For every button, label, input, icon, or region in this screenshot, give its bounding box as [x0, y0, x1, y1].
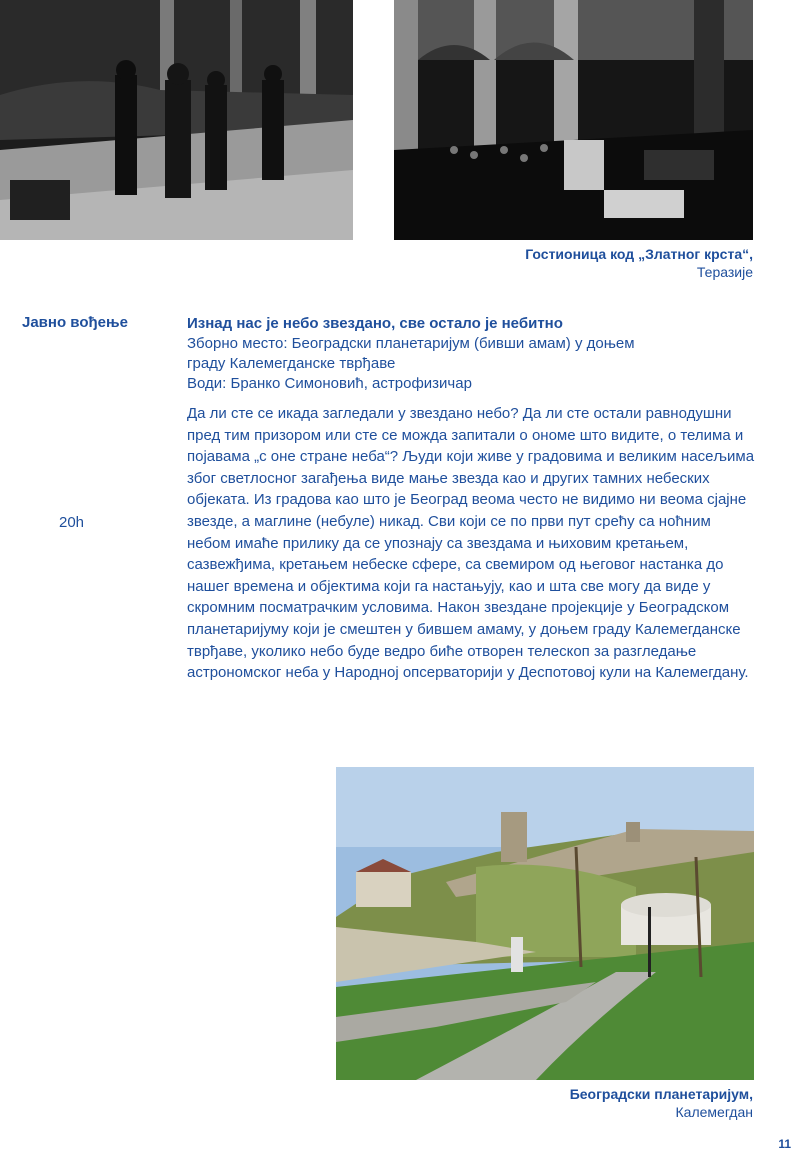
concert-photo-left [0, 0, 353, 240]
caption-subtitle: Калемегдан [675, 1104, 753, 1120]
concert-photo-right [394, 0, 753, 240]
meeting-place-line2: граду Калемегданске тврђаве [187, 355, 396, 372]
bottom-photo-caption [570, 1085, 753, 1121]
top-photo-caption [525, 245, 753, 281]
caption-subtitle: Теразије [696, 264, 753, 280]
meeting-place-line1: Зборно место: Београдски планетаријум (бивши амам) у доњем [187, 335, 635, 352]
event-description: Да ли сте се икада загледали у звездано небо? Да ли сте остали равнодушни пред тим призором или сте се можда запитали о ономе што видите, о телима и појавама „с оне стране неба“? Људи који живе у градовима и великим насељима због светлосног загађења виде мање звезда као и других тамних небеских објеката. Из градова као што је Београд веома често не видимо ни веома сјајне звезде, а маглине (небуле) никад. Сви који се по први пут срећу са ноћним небом имаће прилику да се упознају са звездама и њиховим кретањем, сазвежђима, кретањем небеске сфере, са свемиром од његовог настанка до нашег времена и објектима који га настањују, као и шта све могу да виде у скромним посматрачким условима. Након звездане пројекције у Београдском планетаријуму који је смештен у бившем амаму, у доњем граду Калемегданске тврђаве, уколико небо буде ведро биће отворен телескоп за разгледање астрономског неба у Народној опсерваторији у Деспотовој кули на Калемегдану. [187, 405, 755, 682]
event-title: Изнад нас је небо звездано, све остало је небитно [187, 315, 563, 332]
planetarium-photo [336, 767, 754, 1080]
page-number: 11 [778, 1137, 791, 1151]
event-guide: Води: Бранко Симоновић, астрофизичар [187, 375, 472, 392]
caption-title: Београдски планетаријум, [569, 1086, 753, 1102]
event-block [187, 314, 757, 684]
event-time: 20h [59, 514, 85, 531]
event-category: Јавно вођење [22, 314, 128, 331]
caption-title: Гостионица код „Златног крста“, [525, 246, 753, 262]
